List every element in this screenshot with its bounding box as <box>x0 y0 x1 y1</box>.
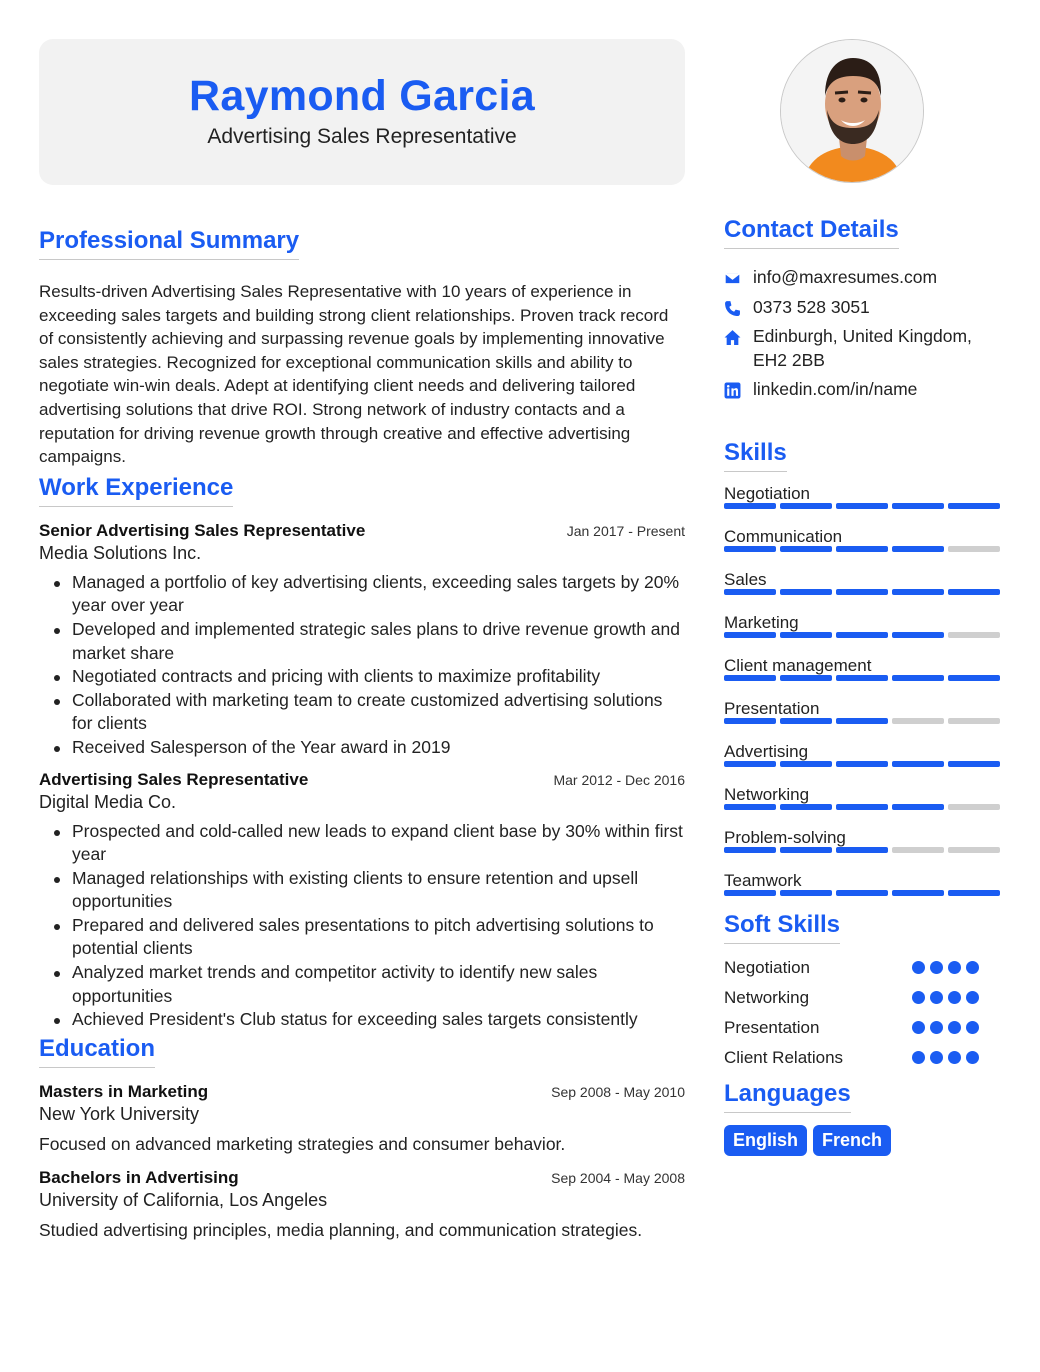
skill-level-segment <box>780 761 832 767</box>
skill-level-segment <box>948 804 1000 810</box>
resume-header <box>39 39 685 185</box>
skill-level-segment <box>780 718 832 724</box>
experience-heading: Work Experience <box>39 474 233 507</box>
skill-label: Networking <box>724 784 810 804</box>
rating-dot <box>948 1051 961 1064</box>
skill-level-bar <box>724 546 1000 552</box>
skill-level-segment <box>948 675 1000 681</box>
experience-section <box>39 474 685 1032</box>
job-date: Jan 2017 - Present <box>566 522 685 539</box>
contact-email <box>724 266 1000 290</box>
contact-section <box>724 216 1000 402</box>
skill-level-segment <box>892 804 944 810</box>
skill-level-segment <box>892 890 944 896</box>
job-entry <box>39 521 685 760</box>
languages-section <box>724 1080 1000 1156</box>
skill-row <box>724 484 1000 527</box>
skill-level-segment <box>780 546 832 552</box>
skill-level-bar <box>724 890 1000 896</box>
skill-label: Marketing <box>724 612 799 632</box>
rating-dot <box>930 961 943 974</box>
skill-level-segment <box>780 675 832 681</box>
rating-dot <box>966 1051 979 1064</box>
skill-level-segment <box>836 847 888 853</box>
soft-skills-list <box>724 958 1000 1078</box>
skills-heading: Skills <box>724 439 787 472</box>
skill-row <box>724 699 1000 742</box>
soft-skill-row <box>724 1048 1000 1078</box>
rating-dot <box>966 961 979 974</box>
skill-level-segment <box>892 675 944 681</box>
candidate-name: Raymond Garcia <box>189 72 535 120</box>
education-description: Studied advertising principles, media planning, and communication strategies. <box>39 1220 643 1241</box>
skill-level-segment <box>780 589 832 595</box>
home-icon <box>724 325 753 346</box>
contact-heading: Contact Details <box>724 216 899 249</box>
list-item: Managed relationships with existing clients to ensure retention and upsell opportunities <box>39 867 685 914</box>
linkedin-icon <box>724 378 753 399</box>
degree-title: Bachelors in Advertising <box>39 1168 239 1188</box>
list-item: Managed a portfolio of key advertising clients, exceeding sales targets by 20% year over year <box>39 571 685 618</box>
soft-skill-label: Client Relations <box>724 1047 844 1067</box>
skills-list <box>724 484 1000 914</box>
summary-heading: Professional Summary <box>39 227 299 260</box>
skill-label: Advertising <box>724 741 809 761</box>
skill-label: Communication <box>724 526 843 546</box>
address-text: Edinburgh, United Kingdom, EH2 2BB <box>753 326 972 370</box>
rating-dot <box>912 1021 925 1034</box>
avatar <box>781 40 924 183</box>
skill-level-segment <box>948 890 1000 896</box>
education-entry <box>39 1168 685 1243</box>
rating-dot <box>948 991 961 1004</box>
job-company: Digital Media Co. <box>39 791 177 812</box>
contact-linkedin <box>724 378 1000 402</box>
skill-level-segment <box>948 718 1000 724</box>
soft-skill-rating <box>912 991 979 1004</box>
phone-text[interactable]: 0373 528 3051 <box>753 296 870 317</box>
skill-level-segment <box>836 503 888 509</box>
rating-dot <box>948 961 961 974</box>
skill-row <box>724 613 1000 656</box>
skill-level-segment <box>892 632 944 638</box>
skill-label: Presentation <box>724 698 820 718</box>
list-item: Developed and implemented strategic sales plans to drive revenue growth and market share <box>39 618 685 665</box>
skill-level-segment <box>836 804 888 810</box>
skill-level-segment <box>892 546 944 552</box>
skill-level-segment <box>836 761 888 767</box>
job-bullets <box>39 571 685 760</box>
soft-skill-rating <box>912 1021 979 1034</box>
skill-level-segment <box>892 847 944 853</box>
rating-dot <box>966 991 979 1004</box>
rating-dot <box>930 1021 943 1034</box>
skill-level-segment <box>724 589 776 595</box>
skill-level-segment <box>836 589 888 595</box>
skill-label: Negotiation <box>724 483 811 503</box>
education-heading: Education <box>39 1035 155 1068</box>
skill-row <box>724 527 1000 570</box>
skill-level-bar <box>724 632 1000 638</box>
skill-level-segment <box>724 718 776 724</box>
skill-level-segment <box>892 589 944 595</box>
skill-level-bar <box>724 718 1000 724</box>
skill-level-segment <box>780 890 832 896</box>
job-date: Mar 2012 - Dec 2016 <box>553 771 685 788</box>
skills-section <box>724 439 1000 914</box>
education-section <box>39 1035 685 1243</box>
skill-level-segment <box>724 847 776 853</box>
skill-level-segment <box>892 503 944 509</box>
skill-level-segment <box>724 804 776 810</box>
rating-dot <box>912 991 925 1004</box>
language-badge: English <box>724 1125 807 1156</box>
skill-level-segment <box>724 632 776 638</box>
skill-label: Sales <box>724 569 767 589</box>
skill-row <box>724 656 1000 699</box>
summary-section <box>39 227 685 469</box>
soft-skill-label: Presentation <box>724 1017 820 1037</box>
linkedin-text[interactable]: linkedin.com/in/name <box>753 379 918 399</box>
soft-skills-heading: Soft Skills <box>724 911 840 944</box>
skill-label: Client management <box>724 655 872 675</box>
skill-level-bar <box>724 847 1000 853</box>
skill-level-bar <box>724 675 1000 681</box>
skill-level-segment <box>948 761 1000 767</box>
skill-level-segment <box>724 890 776 896</box>
skill-row <box>724 570 1000 613</box>
list-item: Negotiated contracts and pricing with clients to maximize profitability <box>39 665 685 689</box>
education-date: Sep 2004 - May 2008 <box>551 1170 685 1187</box>
skill-level-segment <box>780 632 832 638</box>
languages-list <box>724 1125 1000 1156</box>
list-item: Analyzed market trends and competitor activity to identify new sales opportunities <box>39 961 685 1008</box>
list-item: Received Salesperson of the Year award in 2019 <box>39 736 685 760</box>
skill-label: Teamwork <box>724 870 802 890</box>
soft-skill-row <box>724 988 1000 1018</box>
skill-level-segment <box>948 503 1000 509</box>
list-item: Prospected and cold-called new leads to expand client base by 30% within first year <box>39 820 685 867</box>
skill-level-segment <box>724 546 776 552</box>
profile-photo <box>780 39 924 183</box>
skill-level-segment <box>836 632 888 638</box>
skill-level-segment <box>724 675 776 681</box>
skill-label: Problem-solving <box>724 827 846 847</box>
skill-level-bar <box>724 589 1000 595</box>
skill-row <box>724 785 1000 828</box>
candidate-title: Advertising Sales Representative <box>207 125 517 148</box>
list-item: Prepared and delivered sales presentations to pitch advertising solutions to potential clients <box>39 914 685 961</box>
phone-icon <box>724 296 753 317</box>
soft-skill-rating <box>912 1051 979 1064</box>
skill-level-segment <box>836 675 888 681</box>
soft-skill-row <box>724 1018 1000 1048</box>
education-entry <box>39 1082 685 1157</box>
skill-level-bar <box>724 804 1000 810</box>
rating-dot <box>930 991 943 1004</box>
education-description: Focused on advanced marketing strategies and consumer behavior. <box>39 1133 566 1154</box>
summary-text: Results-driven Advertising Sales Representative with 10 years of experience in exceeding sales targets and building strong client relationships. Proven track record of consistently achieving and surpassing revenue goals by implementing innovative sales strategies. Recognized for exceptional communication skills and ability to negotiate win-win deals. Adept at identifying client needs and delivering tailored advertising solutions that drive ROI. Strong network of industry contacts and a reputation for driving revenue growth through creative and effective advertising campaigns. <box>39 282 669 467</box>
skill-level-segment <box>948 546 1000 552</box>
email-text[interactable]: info@maxresumes.com <box>753 267 938 287</box>
sidebar-column <box>724 39 1000 1156</box>
rating-dot <box>930 1051 943 1064</box>
skill-level-segment <box>836 546 888 552</box>
soft-skills-section <box>724 911 1000 1078</box>
soft-skill-row <box>724 958 1000 988</box>
envelope-icon <box>724 266 753 287</box>
soft-skill-label: Negotiation <box>724 957 811 977</box>
skill-level-segment <box>780 804 832 810</box>
job-entry <box>39 770 685 1032</box>
skill-level-segment <box>948 589 1000 595</box>
job-bullets <box>39 820 685 1032</box>
degree-title: Masters in Marketing <box>39 1081 209 1101</box>
school-name: University of California, Los Angeles <box>39 1190 328 1211</box>
list-item: Achieved President's Club status for exceeding sales targets consistently <box>39 1008 685 1032</box>
soft-skill-label: Networking <box>724 987 810 1007</box>
rating-dot <box>948 1021 961 1034</box>
rating-dot <box>912 1051 925 1064</box>
languages-heading: Languages <box>724 1080 851 1113</box>
skill-level-segment <box>892 718 944 724</box>
school-name: New York University <box>39 1103 200 1124</box>
job-company: Media Solutions Inc. <box>39 542 202 563</box>
skill-level-segment <box>948 847 1000 853</box>
list-item: Collaborated with marketing team to create customized advertising solutions for clients <box>39 689 685 736</box>
skill-level-bar <box>724 761 1000 767</box>
skill-row <box>724 871 1000 914</box>
skill-row <box>724 742 1000 785</box>
soft-skill-rating <box>912 961 979 974</box>
language-badge: French <box>813 1125 891 1156</box>
job-title: Senior Advertising Sales Representative <box>39 520 366 540</box>
skill-level-segment <box>892 761 944 767</box>
skill-level-segment <box>724 761 776 767</box>
rating-dot <box>966 1021 979 1034</box>
skill-level-segment <box>836 718 888 724</box>
education-date: Sep 2008 - May 2010 <box>551 1083 685 1100</box>
job-title: Advertising Sales Representative <box>39 769 309 789</box>
contact-phone <box>724 296 1000 320</box>
skill-row <box>724 828 1000 871</box>
skill-level-segment <box>724 503 776 509</box>
rating-dot <box>912 961 925 974</box>
main-column <box>39 39 685 1243</box>
skill-level-bar <box>724 503 1000 509</box>
skill-level-segment <box>836 890 888 896</box>
contact-address <box>724 325 1000 372</box>
skill-level-segment <box>780 503 832 509</box>
skill-level-segment <box>780 847 832 853</box>
skill-level-segment <box>948 632 1000 638</box>
